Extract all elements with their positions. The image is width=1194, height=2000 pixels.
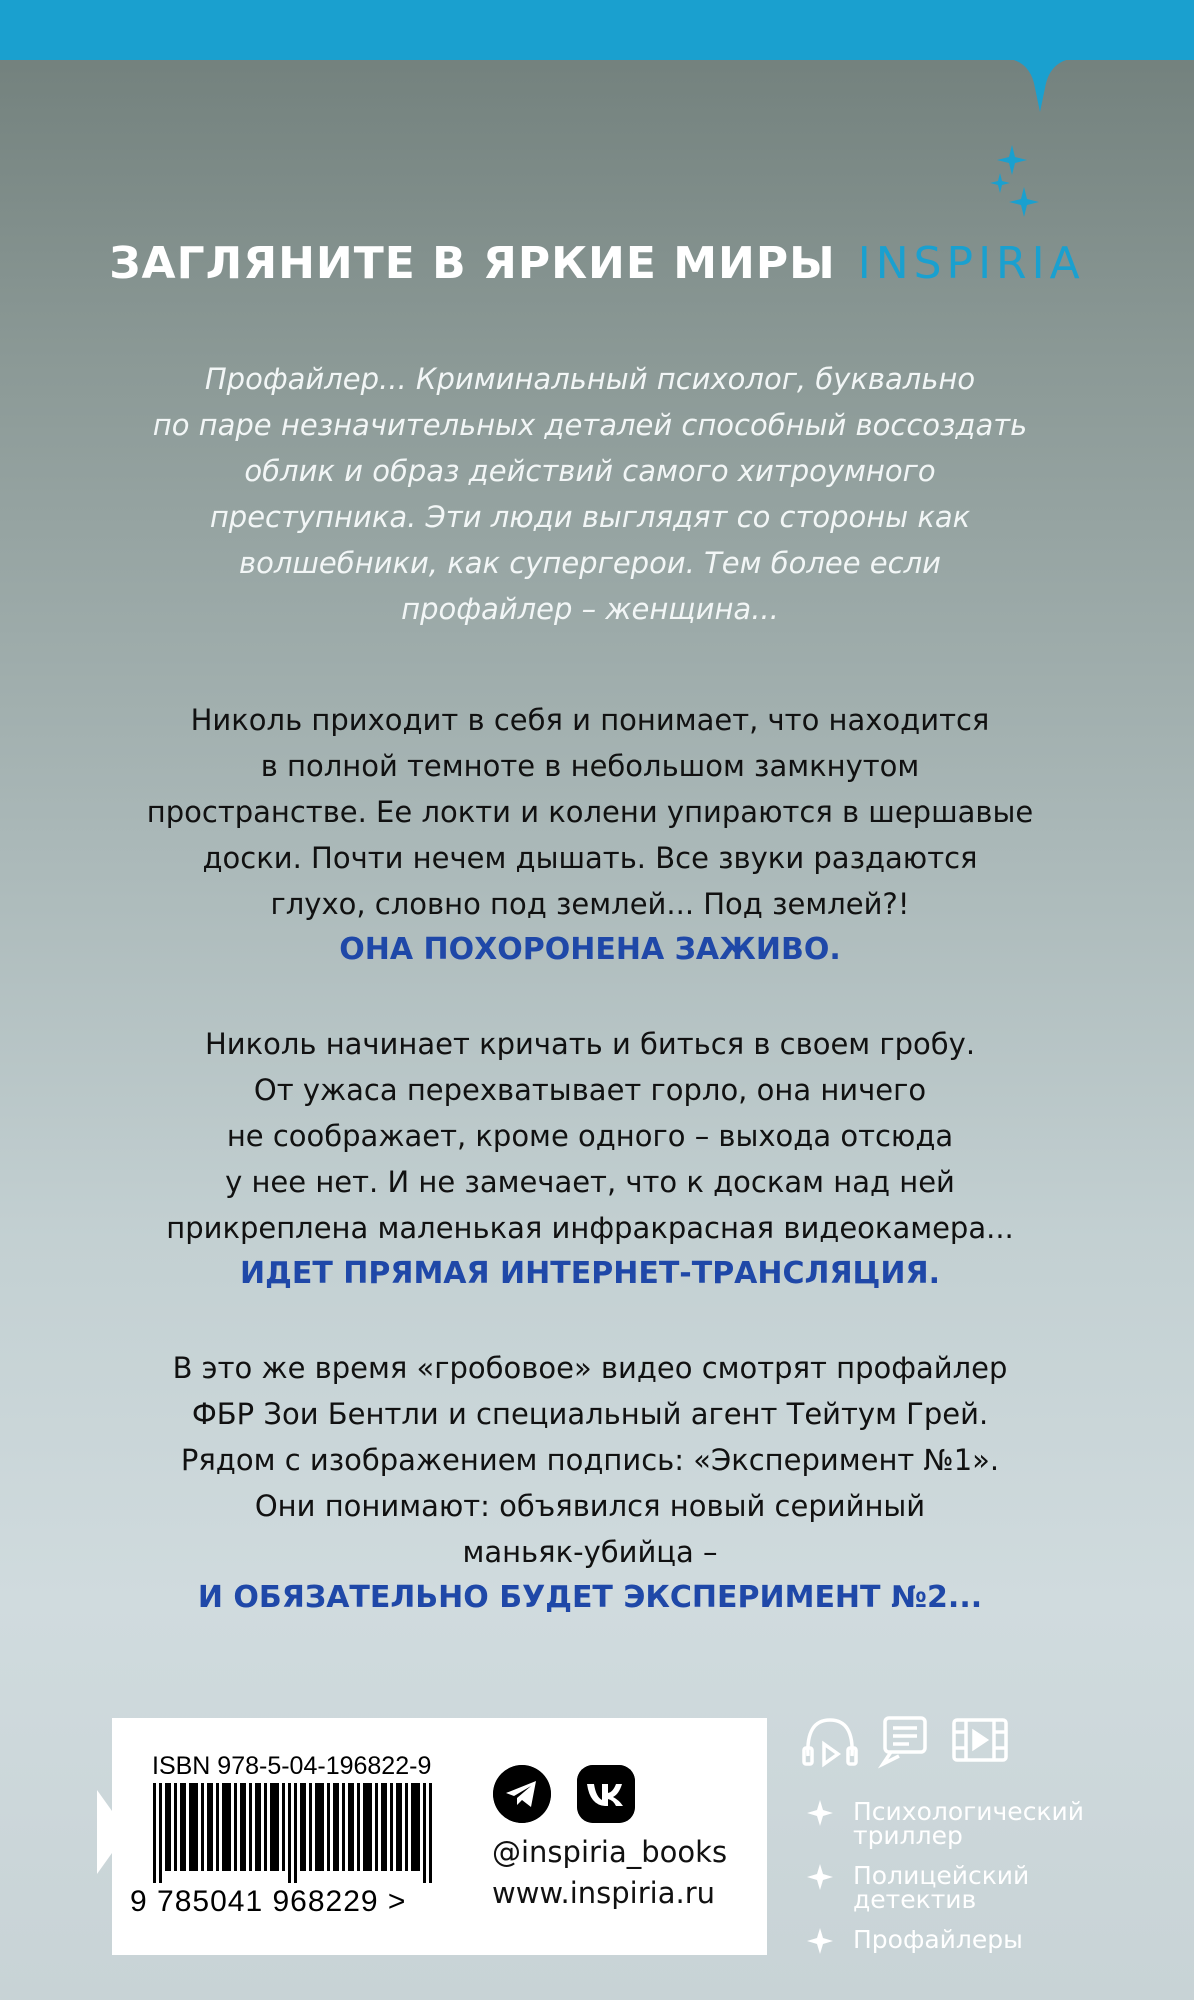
intro-line: волшебники, как супергерои. Тем более если xyxy=(239,546,941,580)
audiobook-icon xyxy=(804,1720,856,1764)
genre-tag-line: детектив xyxy=(853,1885,977,1914)
blurb-line: прикреплена маленькая инфракрасная видеокамера... xyxy=(166,1211,1014,1245)
blurb-line: в полной темноте в небольшом замкнутом xyxy=(260,749,920,783)
intro-line: по паре незначительных деталей способный воссоздать xyxy=(152,408,1028,442)
genre-tag-line: Полицейский xyxy=(853,1861,1030,1890)
blurb-paragraph-1 xyxy=(140,697,1040,973)
intro-line: Профайлер... Криминальный психолог, буквально xyxy=(204,362,976,396)
blurb-highlight: ОНА ПОХОРОНЕНА ЗАЖИВО. xyxy=(339,932,841,967)
headline xyxy=(0,238,1194,289)
blurb-highlight: И ОБЯЗАТЕЛЬНО БУДЕТ ЭКСПЕРИМЕНТ №2... xyxy=(197,1580,983,1615)
blurb-line: В это же время «гробовое» видео смотрят профайлер xyxy=(172,1351,1008,1385)
genre-tag-line: Профайлеры xyxy=(853,1925,1023,1954)
genre-tags xyxy=(805,1797,1105,1968)
blurb-line: глухо, словно под землей... Под землей?! xyxy=(270,887,910,921)
social-handle[interactable]: @inspiria_books xyxy=(492,1835,728,1869)
blurb-line: ФБР Зои Бентли и специальный агент Тейтум Грей. xyxy=(191,1397,989,1431)
blurb-line: Они понимают: объявился новый серийный xyxy=(254,1489,926,1523)
website-link[interactable]: www.inspiria.ru xyxy=(492,1876,715,1910)
headline-text: ЗАГЛЯНИТЕ В ЯРКИЕ МИРЫ xyxy=(109,238,836,289)
blurb-paragraph-2 xyxy=(140,1021,1040,1297)
blurb-line: Николь приходит в себя и понимает, что находится xyxy=(190,703,990,737)
top-band-notch xyxy=(0,0,1194,120)
blurb-line: не соображает, кроме одного – выхода отсюда xyxy=(226,1119,954,1153)
film-icon xyxy=(954,1720,1006,1760)
blurb-line: Николь начинает кричать и биться в своем гробу. xyxy=(204,1027,976,1061)
blurb-line: доски. Почти нечем дышать. Все звуки раздаются xyxy=(202,841,978,875)
blurb-line: Рядом с изображением подпись: «Эксперимент №1». xyxy=(180,1443,1000,1477)
genre-tag xyxy=(805,1797,1105,1850)
blurb-highlight: ИДЕТ ПРЯМАЯ ИНТЕРНЕТ-ТРАНСЛЯЦИЯ. xyxy=(240,1256,940,1291)
sparkle-bullet-icon xyxy=(807,1864,833,1890)
sparkle-bullet-icon xyxy=(807,1800,833,1826)
blurb-line: пространстве. Ее локти и колени упираются в шершавые xyxy=(146,795,1034,829)
intro-line: профайлер – женщина... xyxy=(401,592,779,626)
intro-line: преступника. Эти люди выглядят со стороны как xyxy=(209,500,971,534)
brand-name: INSPIRIA xyxy=(857,238,1085,289)
vk-icon[interactable] xyxy=(577,1765,635,1823)
genre-tag-line: Психологический xyxy=(853,1797,1085,1826)
blurb-paragraph-3 xyxy=(140,1345,1040,1621)
isbn-label: ISBN 978-5-04-196822-9 xyxy=(152,1752,432,1780)
genre-tag xyxy=(805,1861,1105,1914)
barcode xyxy=(153,1783,438,1883)
genre-tag xyxy=(805,1925,1105,1954)
genre-tag-line: триллер xyxy=(853,1821,963,1850)
sparkle-icon xyxy=(990,145,1050,225)
format-icons xyxy=(800,1712,1015,1772)
sparkle-bullet-icon xyxy=(807,1928,833,1954)
ebook-icon xyxy=(883,1718,925,1764)
telegram-icon[interactable] xyxy=(493,1765,551,1823)
intro-paragraph xyxy=(140,356,1040,632)
blurb-line: у нее нет. И не замечает, что к доскам над ней xyxy=(225,1165,955,1199)
barcode-digits: 9 785041 968229 > xyxy=(130,1885,407,1918)
blurb-line: От ужаса перехватывает горло, она ничего xyxy=(253,1073,927,1107)
intro-line: облик и образ действий самого хитроумного xyxy=(244,454,936,488)
blurb-line: маньяк-убийца – xyxy=(462,1535,718,1569)
